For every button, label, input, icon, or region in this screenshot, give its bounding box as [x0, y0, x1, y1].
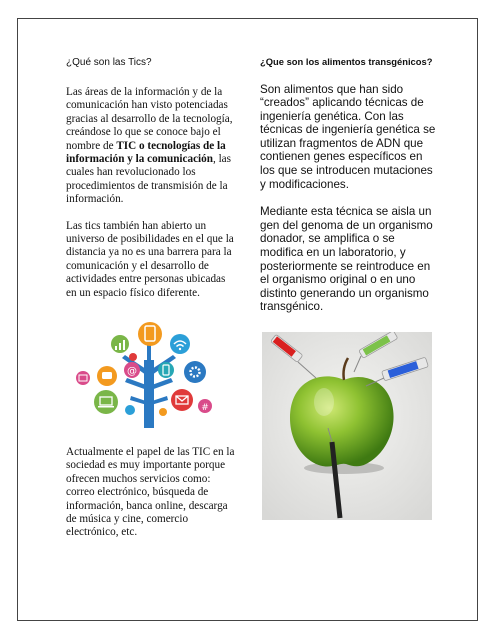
tics-paragraph-1 — [66, 86, 236, 207]
mobile-bubble-icon — [158, 362, 174, 378]
gear-bubble-icon — [184, 361, 206, 383]
at-symbol: @ — [127, 366, 137, 377]
tics-paragraph-2: Las tics también han abierto un universo de posibilidades en el que la distancia ya no es una barrera para la comunicación y el desarrollo de actividades entre personas ubicadas en un espacio físico diferente. — [66, 219, 234, 299]
tics-paragraph-1-bold: TIC o tecnologías de la información y la comunicación — [66, 139, 226, 166]
small-dot-icon — [129, 353, 137, 361]
transgenicos-paragraph-2: Mediante esta técnica se aisla un gen del genoma de un organismo donador, se amplifica o se modifica en un laboratorio, y posteriormente se reintroduce en el organismo original o en uno distinto generando un organismo transgénico. — [260, 205, 433, 314]
tics-paragraph-1-text-b: , las cuales han revolucionado los procedimientos de transmisión de la información. — [66, 153, 232, 206]
transgenicos-paragraph-1: Son alimentos que han sido “creados” aplicando técnicas de ingeniería genética. Con las técnicas de ingeniería genética se utilizan fragmentos de ADN que contienen genes específicos en los que se introducen mutaciones y modificaciones. — [260, 82, 436, 191]
hash-symbol: # — [201, 403, 209, 413]
apple-highlight — [314, 388, 334, 416]
laptop-bubble-icon — [94, 390, 118, 414]
tics-heading: ¿Qué son las Tics? — [66, 57, 152, 68]
right-column — [260, 56, 436, 314]
photo-bubble-icon — [76, 371, 90, 385]
tic-illustration — [70, 320, 230, 430]
left-column-bottom — [66, 446, 238, 540]
small-orange-dot-icon — [159, 408, 167, 416]
mail-bubble-icon — [171, 389, 193, 411]
chat-icon — [102, 372, 112, 379]
monitor-bubble-icon — [125, 405, 135, 415]
tics-paragraph-1-text-a: Las áreas de la información y de la comunicación han visto potenciadas gracias al desarrollo de la tecnología, creándose lo que se conoce bajo el nombre de — [66, 86, 233, 152]
tics-paragraph-3: Actualmente el papel de las TIC en la sociedad es muy importante porque ofrecen muchos servicios como: correo electrónico, búsqueda de información, banca online, descarga de música y cine, comercio electrónico, etc. — [66, 446, 235, 539]
apple — [290, 376, 394, 466]
transgenicos-heading: ¿Que son los alimentos transgénicos? — [260, 56, 433, 67]
wifi-dot — [179, 348, 181, 350]
apple-injection-photo — [262, 332, 432, 520]
left-column — [66, 56, 236, 300]
